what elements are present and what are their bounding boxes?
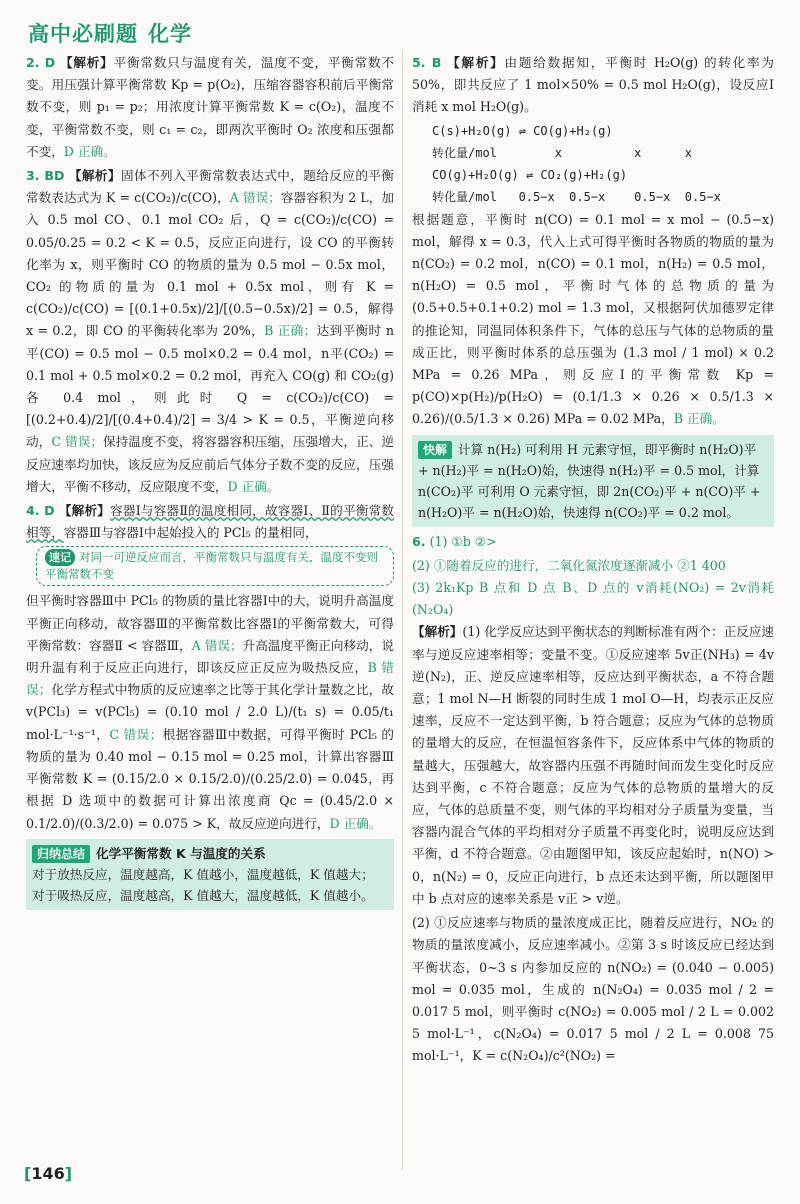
question-6-text-1: (1) 化学反应达到平衡状态的判断标准有两个：正反应速率与逆反应速率相等；变量不变。①反应速率 5v正(NH₃) = 4v逆(N₂)，正、逆反应速率相等，反应达到平衡状态，a 不符合题意；1 mol N—H 断裂的同时生成 1 mol O—H，均表示正反应速率，反应不一定达到平衡，b 符合题意；反应为气体的总物质的量增大的反应，在恒温恒容条件下，反应体系中气体的物质的量越大，压强越大，故容器内压强不再随时间而发生变化时反应达到平衡，c 不符合题意；反应为气体的总物质的量增大的反应，气体的总质量不变，则气体的平均相对分子质量为变量，当容器内混合气体的平均相对分子质量不再变化时，说明反应达到平衡，d 不符合题意。②由题图甲知，该反应起始时，n(NO) > 0，n(N₂) = 0，反应正向进行，b 点还未达到平衡，所以题图甲中 b 点对应的速率关系是 v正 > v逆。 bbox=[412, 624, 775, 906]
option-d-verdict: D 正确。 bbox=[329, 815, 382, 831]
question-5-number: 5. B bbox=[412, 55, 442, 70]
question-6-analysis bbox=[412, 621, 774, 910]
column-divider bbox=[402, 50, 403, 1170]
equation-2: CO(g)+H₂O(g) ⇌ CO₂(g)+H₂(g) bbox=[432, 167, 628, 182]
question-4 bbox=[26, 500, 394, 544]
option-d-verdict: D 正确。 bbox=[227, 478, 280, 494]
analysis-tag: 【解析】 bbox=[412, 624, 463, 640]
question-5-text-1: 由题给数据知，平衡时 H₂O(g) 的转化率为 50%，即共反应了 1 mol×50% = 0.5 mol H₂O(g)，设反应Ⅰ消耗 x mol H₂O(g)。 bbox=[412, 55, 774, 115]
summary-line-1: 对于放热反应，温度越高，K 值越小，温度越低，K 值越大； bbox=[32, 866, 374, 882]
equation-1: C(s)+H₂O(g) ⇌ CO(g)+H₂(g) bbox=[432, 123, 613, 138]
page-header bbox=[28, 18, 192, 48]
question-3-text-2: 容器容积为 2 L，加入 0.5 mol CO、0.1 mol CO₂ 后，Q = c(CO₂)/c(CO) = 0.05/0.25 = 0.2 < K = 0.5，反应正向进行，设 CO 的平衡转化率为 x，则平衡时 CO 的物质的量为 0.5 mol − 0.5x mol，CO₂ 的物质的量为 0.1 mol + 0.5x mol，则有 K = c(CO₂)/c(CO) = [(0.1+0.5x)/2]/[(0.5−0.5x)/2] = 0.5，解得 x = 0.2，即 CO 的平衡转化率为 20%， bbox=[26, 190, 394, 339]
equation-1-row: 转化量/mol x x x bbox=[432, 145, 692, 160]
question-2-number: 2. D bbox=[26, 55, 56, 70]
summary-title: 化学平衡常数 K 与温度的关系 bbox=[96, 845, 266, 861]
summary-label: 归纳总结 bbox=[32, 845, 90, 863]
left-column bbox=[26, 52, 394, 914]
option-a-verdict: A 错误； bbox=[229, 190, 281, 206]
question-3 bbox=[26, 165, 394, 498]
question-4-number: 4. D bbox=[26, 503, 55, 519]
question-5-continued bbox=[412, 209, 774, 431]
option-c-verdict: C 错误； bbox=[51, 434, 103, 450]
analysis-tag: 【解析】 bbox=[68, 168, 121, 184]
question-4-continued bbox=[26, 590, 394, 834]
subject-title: 化学 bbox=[148, 22, 192, 46]
book-title: 高中必刷题 bbox=[28, 22, 138, 46]
question-3-text-1: 固体不列入平衡常数表达式中，题给反应的平衡常数表达式为 K = c(CO₂)/c(CO)， bbox=[26, 168, 395, 206]
option-c-verdict: C 错误； bbox=[109, 726, 163, 742]
summary-line-2: 对于吸热反应，温度越高，K 值越大，温度越低，K 值越小。 bbox=[32, 887, 374, 903]
question-6 bbox=[412, 531, 774, 553]
question-5-text-2: 根据题意，平衡时 n(CO) = 0.1 mol = x mol − (0.5−x) mol，解得 x = 0.3，代入上式可得平衡时各物质的物质的量为 n(CO₂) = 0.2 mol，n(CO) = 0.1 mol，n(H₂) = 0.5 mol，n(H₂O) = 0.5 mol，平衡时气体的总物质的量为 (0.5+0.5+0.1+0.2) mol = 1.3 mol，又根据阿伏加德罗定律的推论知，同温同体积条件下，气体的总压与气体的总物质的量成正比，则平衡时体系的总压强为 (1.3 mol / 1 mol) × 0.2 MPa = 0.26 MPa，则反应Ⅰ的平衡常数 Kp = p(CO)×p(H₂)/p(H₂O) = (0.1/1.3 × 0.26 × 0.5/1.3 × 0.26)/(0.5/1.3 × 0.26) MPa = 0.02 MPa， bbox=[412, 211, 774, 427]
memo-text: 对同一可逆反应而言，平衡常数只与温度有关，温度不变则平衡常数不变 bbox=[45, 550, 378, 582]
quick-solution-text: 计算 n(H₂) 可利用 H 元素守恒，即平衡时 n(H₂O)平 + n(H₂)平 = n(H₂O)始，快速得 n(H₂)平 = 0.5 mol，计算 n(CO₂)平 可利用 O 元素守恒，即 2n(CO₂)平 + n(CO)平 + n(H₂O)平 = n(H₂O)始，快速得 n(CO₂)平 = 0.2 mol。 bbox=[418, 441, 761, 520]
quick-solution-box bbox=[412, 435, 774, 527]
equation-2-row: 转化量/mol 0.5−x 0.5−x 0.5−x 0.5−x bbox=[432, 189, 721, 204]
question-6-number: 6. bbox=[412, 533, 426, 549]
analysis-tag: 【解析】 bbox=[60, 55, 114, 70]
question-2 bbox=[26, 52, 394, 163]
option-a-verdict: A 错误； bbox=[191, 637, 243, 653]
question-3-number: 3. BD bbox=[26, 168, 65, 184]
memo-note bbox=[36, 546, 394, 586]
question-4-text-1: 容器Ⅰ与容器Ⅱ的温度相同，故容器Ⅰ、Ⅱ的平衡常数相等， bbox=[26, 503, 395, 541]
quick-solution-label: 快解 bbox=[418, 441, 452, 459]
option-b-verdict: B 错误； bbox=[26, 660, 395, 698]
right-column bbox=[412, 52, 774, 1070]
analysis-tag: 【解析】 bbox=[447, 55, 505, 70]
page-number-value: 146 bbox=[31, 1164, 65, 1183]
question-4-text-3: 升高温度平衡正向移动，说明升温有利于反应正向进行，即该反应正反应为吸热反应， bbox=[26, 637, 394, 676]
question-6-answer-3: (3) 2k₁Kp B 点和 D 点 B、D 点的 v消耗(NO₂) = 2v消耗(N₂O₄) bbox=[412, 580, 774, 618]
question-5 bbox=[412, 52, 774, 119]
question-3-text-4: 保持温度不变，将容器容积压缩，压强增大，正、逆反应速率均加快，该反应为反应前后气体分子数不变的反应，压强增大，平衡不移动，反应限度不变， bbox=[26, 434, 395, 494]
analysis-tag: 【解析】 bbox=[58, 503, 111, 519]
question-4-text-1b: 容器Ⅲ与容器Ⅰ中起始投入的 PCl₅ 的量相同， bbox=[63, 525, 318, 541]
question-2-text: 平衡常数只与温度有关，温度不变，平衡常数不变。用压强计算平衡常数 Kp = p(O₂)，压缩容器容积前后平衡常数不变，则 p₁ = p₂；用浓度计算平衡常数 K = c(O₂)，温度不变，平衡常数不变，则 c₁ = c₂，即两次平衡时 O₂ 浓度和压强都不变， bbox=[26, 55, 395, 159]
question-4-text-5: 根据容器Ⅲ中数据，可得平衡时 PCl₅ 的物质的量为 0.40 mol − 0.15 mol = 0.25 mol，计算出容器Ⅲ平衡常数 K = (0.15/2.0 × 0.15/2.0)/(0.25/2.0) = 0.045，再根据 D 选项中的数据可计算出浓度商 Qc = (0.45/2.0 × 0.1/2.0)/(0.3/2.0) = 0.075 > K，故反应逆向进行， bbox=[26, 726, 395, 831]
summary-box bbox=[26, 839, 394, 910]
option-b-verdict: B 正确。 bbox=[673, 411, 725, 427]
question-2-conclusion: D 正确。 bbox=[63, 143, 116, 159]
question-4-text-4: 化学方程式中物质的反应速率之比等于其化学计量数之比，故 v(PCl₃) = v(PCl₅) = (0.10 mol / 2.0 L)/(t₁ s) = 0.05/t₁ mol·L⁻¹·s⁻¹， bbox=[26, 682, 395, 742]
question-6-answer-1: (1) ①b ②> bbox=[429, 533, 497, 549]
question-4-text-2: 但平衡时容器Ⅲ中 PCl₅ 的物质的量比容器Ⅰ中的大，说明升高温度平衡正向移动，故容器Ⅲ的平衡常数比容器Ⅰ的平衡常数大，可得平衡常数：容器Ⅱ < 容器Ⅲ， bbox=[26, 593, 394, 653]
question-3-text-3: 达到平衡时 n平(CO) = 0.5 mol − 0.5 mol×0.2 = 0.4 mol，n平(CO₂) = 0.1 mol + 0.5 mol×0.2 = 0.2 mol，再充入 CO(g) 和 CO₂(g) 各 0.4 mol，则此时 Q = c(CO₂)/c(CO) = [(0.2+0.4)/2]/[(0.4+0.4)/2] = 3/4 > K = 0.5，平衡逆向移动， bbox=[26, 323, 394, 450]
question-6-answer-2: (2) ①随着反应的进行，二氧化氮浓度逐渐减小 ②1 400 bbox=[412, 557, 726, 573]
memo-label: 速记 bbox=[45, 549, 75, 566]
page-number: [146] bbox=[24, 1164, 73, 1183]
question-6-part-2: (2) ①反应速率与物质的量浓度成正比，随着反应进行，NO₂ 的物质的量浓度减小，反应速率减小。②第 3 s 时该反应已经达到平衡状态，0~3 s 内参加反应的 n(NO₂) = (0.040 − 0.005) mol = 0.035 mol，生成的 n(N₂O₄) = 0.035 mol / 2 = 0.017 5 mol，则平衡时 c(NO₂) = 0.005 mol / 2 L = 0.002 5 mol·L⁻¹，c(N₂O₄) = 0.017 5 mol / 2 L = 0.008 75 mol·L⁻¹，K = c(N₂O₄)/c²(NO₂) = bbox=[412, 915, 774, 1064]
option-b-verdict: B 正确； bbox=[264, 323, 317, 339]
